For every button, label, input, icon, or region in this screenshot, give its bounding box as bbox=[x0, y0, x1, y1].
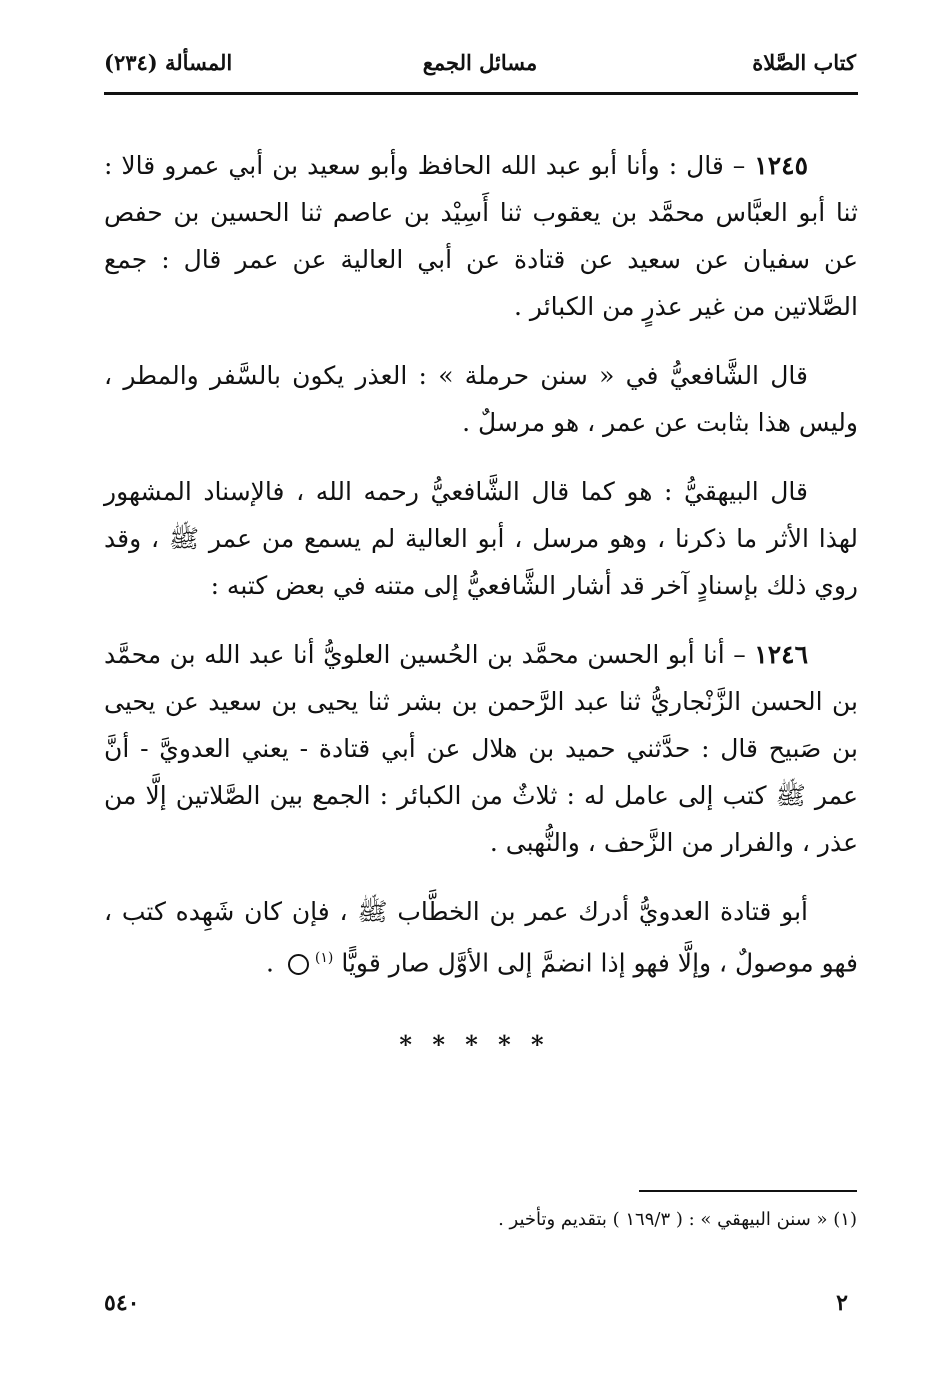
paragraph-text: أبو قتادة العدويُّ أدرك عمر بن الخطَّاب ﷺ ، فإن كان شَهِده كتب ، فهو موصولٌ ، وإلَّا فهو إذا انضمَّ إلى الأوَّل صار قويًّا bbox=[104, 897, 858, 978]
footnote: (١) « سنن البيهقي » : ( ١٦٩/٣ ) بتقديم وتأخير . bbox=[498, 1209, 857, 1230]
footnote-reference[interactable]: (١) bbox=[314, 950, 334, 966]
paragraph-shafii bbox=[104, 352, 858, 446]
header-chapter-title: مسائل الجمع bbox=[422, 50, 538, 75]
section-end-circle-icon bbox=[288, 954, 309, 975]
paragraph-text: قال الشَّافعيُّ في « سنن حرملة » : العذر يكون بالسَّفر والمطر ، وليس هذا بثابت عن عمر ، هو مرسلٌ . bbox=[104, 361, 858, 437]
footnote-divider bbox=[639, 1190, 857, 1192]
paragraph-1245 bbox=[104, 142, 858, 330]
paragraph-1246 bbox=[104, 631, 858, 866]
paragraph-bayhaqi bbox=[104, 468, 858, 609]
running-header bbox=[104, 44, 856, 84]
paragraph-text: قال البيهقيُّ : هو كما قال الشَّافعيُّ رحمه الله ، فالإسناد المشهور لهذا الأثر ما ذكرنا ، وهو مرسل ، أبو العالية لم يسمع من عمر ﷺ ، وقد روي ذلك بإسنادٍ آخر قد أشار الشَّافعيُّ إلى متنه في بعض كتبه : bbox=[104, 477, 858, 600]
page-number: ٥٤٠ bbox=[104, 1290, 140, 1316]
header-divider bbox=[104, 92, 858, 95]
header-book-title: كتاب الصَّلاة bbox=[752, 50, 856, 75]
main-text bbox=[104, 142, 858, 1008]
hadith-number: ١٢٤٥ bbox=[754, 151, 808, 180]
header-issue-number: المسألة (٢٣٤) bbox=[104, 50, 233, 75]
hadith-number: ١٢٤٦ bbox=[754, 640, 808, 669]
volume-number: ٢ bbox=[836, 1290, 848, 1316]
paragraph-text: – قال : وأنا أبو عبد الله الحافظ وأبو سعيد بن أبي عمرو قالا : ثنا أبو العبَّاس محمَّد بن يعقوب ثنا أَسِيْد بن عاصم ثنا الحسين بن حفص عن سفيان عن سعيد عن قتادة عن أبي العالية عن عمر قال : جمع الصَّلاتين من غير عذرٍ من الكبائر . bbox=[104, 151, 858, 321]
paragraph-text: – أنا أبو الحسن محمَّد بن الحُسين العلويُّ أنا عبد الله بن محمَّد بن الحسن الزَّنْجاريُّ ثنا عبد الرَّحمن بن بشر ثنا يحيى بن سعيد عن يحيى بن صَبيح قال : حدَّثني حميد بن هلال عن أبي قتادة - يعني العدويَّ - أنَّ عمر ﷺ كتب إلى عامل له : ثلاثٌ من الكبائر : الجمع بين الصَّلاتين إلَّا من عذر ، والفرار من الزَّحف ، والنُّهبى . bbox=[104, 640, 858, 857]
paragraph-end-mark: . bbox=[266, 948, 274, 978]
paragraph-abu-qatada bbox=[104, 888, 858, 986]
section-separator: * * * * * bbox=[399, 1030, 550, 1059]
page-footer bbox=[104, 1290, 858, 1326]
